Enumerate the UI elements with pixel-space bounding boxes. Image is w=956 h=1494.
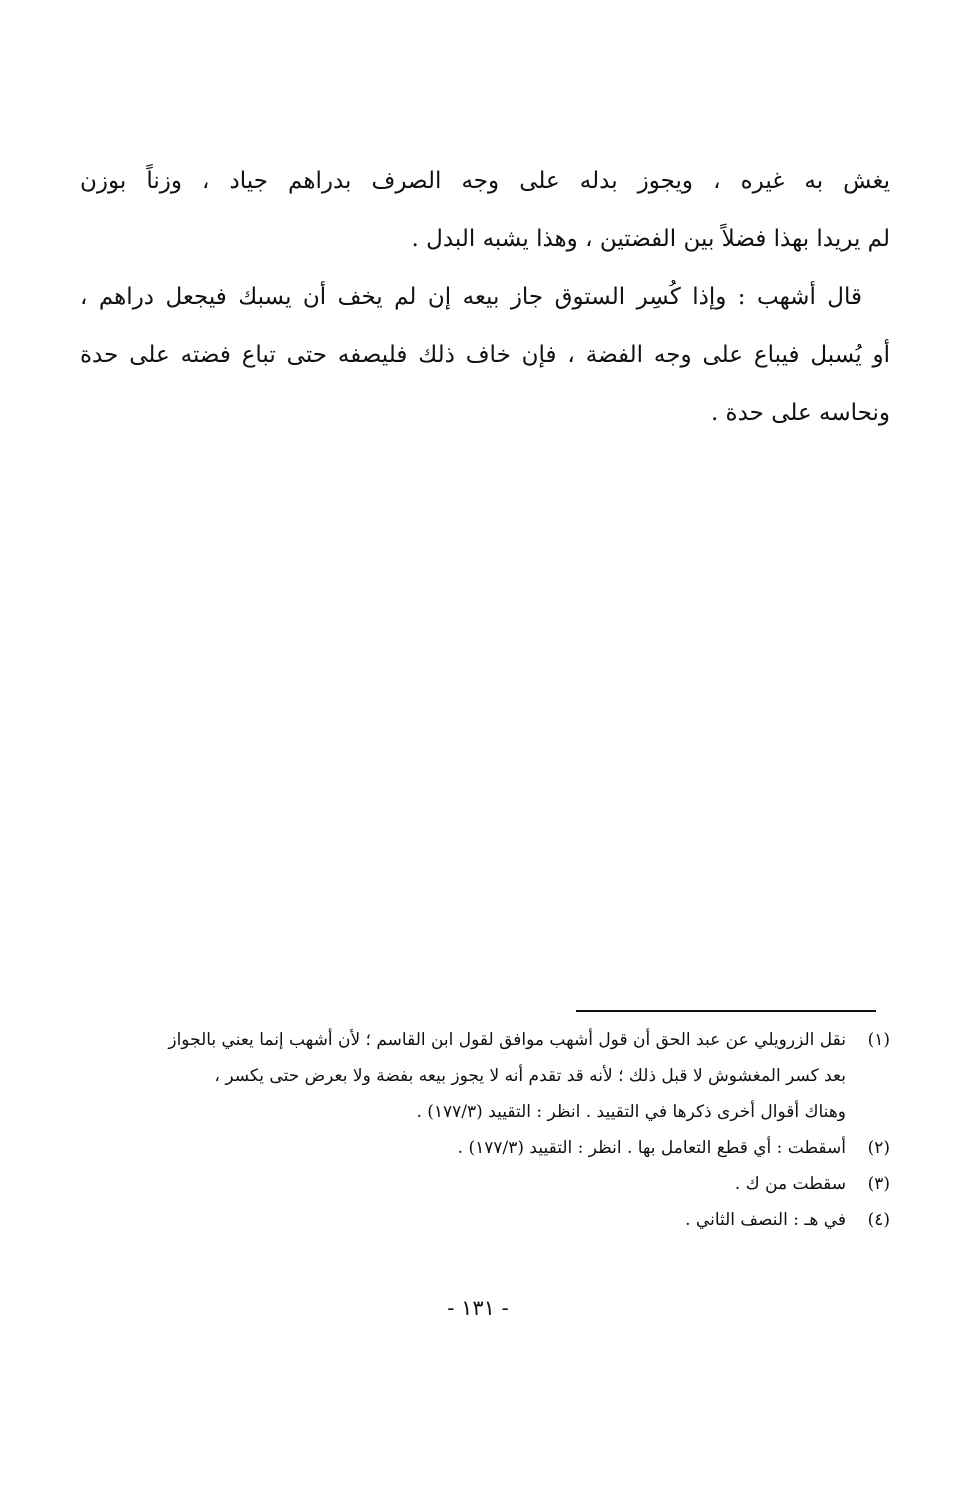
- body-line: ونحاسه على حدة .: [710, 400, 890, 426]
- footnote-line: (٣)سقطت من ك .: [80, 1166, 890, 1202]
- footnote-line: (٤)في هـ : النصف الثاني .: [80, 1202, 890, 1238]
- body-line: [80, 790, 890, 848]
- body-line: يغش به غيره ، ويجوز بدله على وجه الصرف بدراهم جياد ، وزناً بوزن: [80, 168, 890, 194]
- page-number: - ١٣١ -: [447, 1296, 509, 1320]
- footnote-line: وهناك أقوال أخرى ذكرها في التقييد . انظر : التقييد (١٧٧/٣) .: [416, 1102, 846, 1122]
- body-line: أو يُسبل فيباع على وجه الفضة ، فإن خاف ذلك فليصفه حتى تباع فضته على حدة: [80, 342, 890, 368]
- footnote-number: (١): [867, 1030, 890, 1050]
- body-line: [80, 558, 890, 616]
- body-line: [80, 616, 890, 674]
- body-line: [80, 674, 890, 732]
- body-line: [80, 848, 890, 906]
- footnote-line: بعد كسر المغشوش لا قبل ذلك ؛ لأنه قد تقدم أنه لا يجوز بيعه بفضة ولا بعرض حتى يكسر ،: [214, 1066, 846, 1086]
- body-line: [80, 500, 890, 558]
- page-body: [80, 152, 890, 964]
- footnote-line: (٢)أسقطت : أي قطع التعامل بها . انظر : التقييد (١٧٧/٣) .: [80, 1130, 890, 1166]
- footnote-number: (٤): [867, 1210, 890, 1230]
- footnote-separator: [576, 1010, 876, 1012]
- section-heading: [80, 732, 890, 790]
- body-line: [80, 906, 890, 964]
- body-line: قال أشهب : وإذا كُسِر الستوق جاز بيعه إن لم يخف أن يسبك فيجعل دراهم ،: [80, 284, 862, 310]
- footnote-line: (١)نقل الزرويلي عن عبد الحق أن قول أشهب موافق لقول ابن القاسم ؛ لأن أشهب إنما يعني بالجواز: [80, 1022, 890, 1058]
- footnotes: [80, 1022, 890, 1238]
- footnote-number: (٣): [867, 1174, 890, 1194]
- section-heading: [80, 442, 890, 500]
- footnote-number: (٢): [867, 1138, 890, 1158]
- body-line: لم يريدا بهذا فضلاً بين الفضتين ، وهذا يشبه البدل .: [411, 226, 890, 252]
